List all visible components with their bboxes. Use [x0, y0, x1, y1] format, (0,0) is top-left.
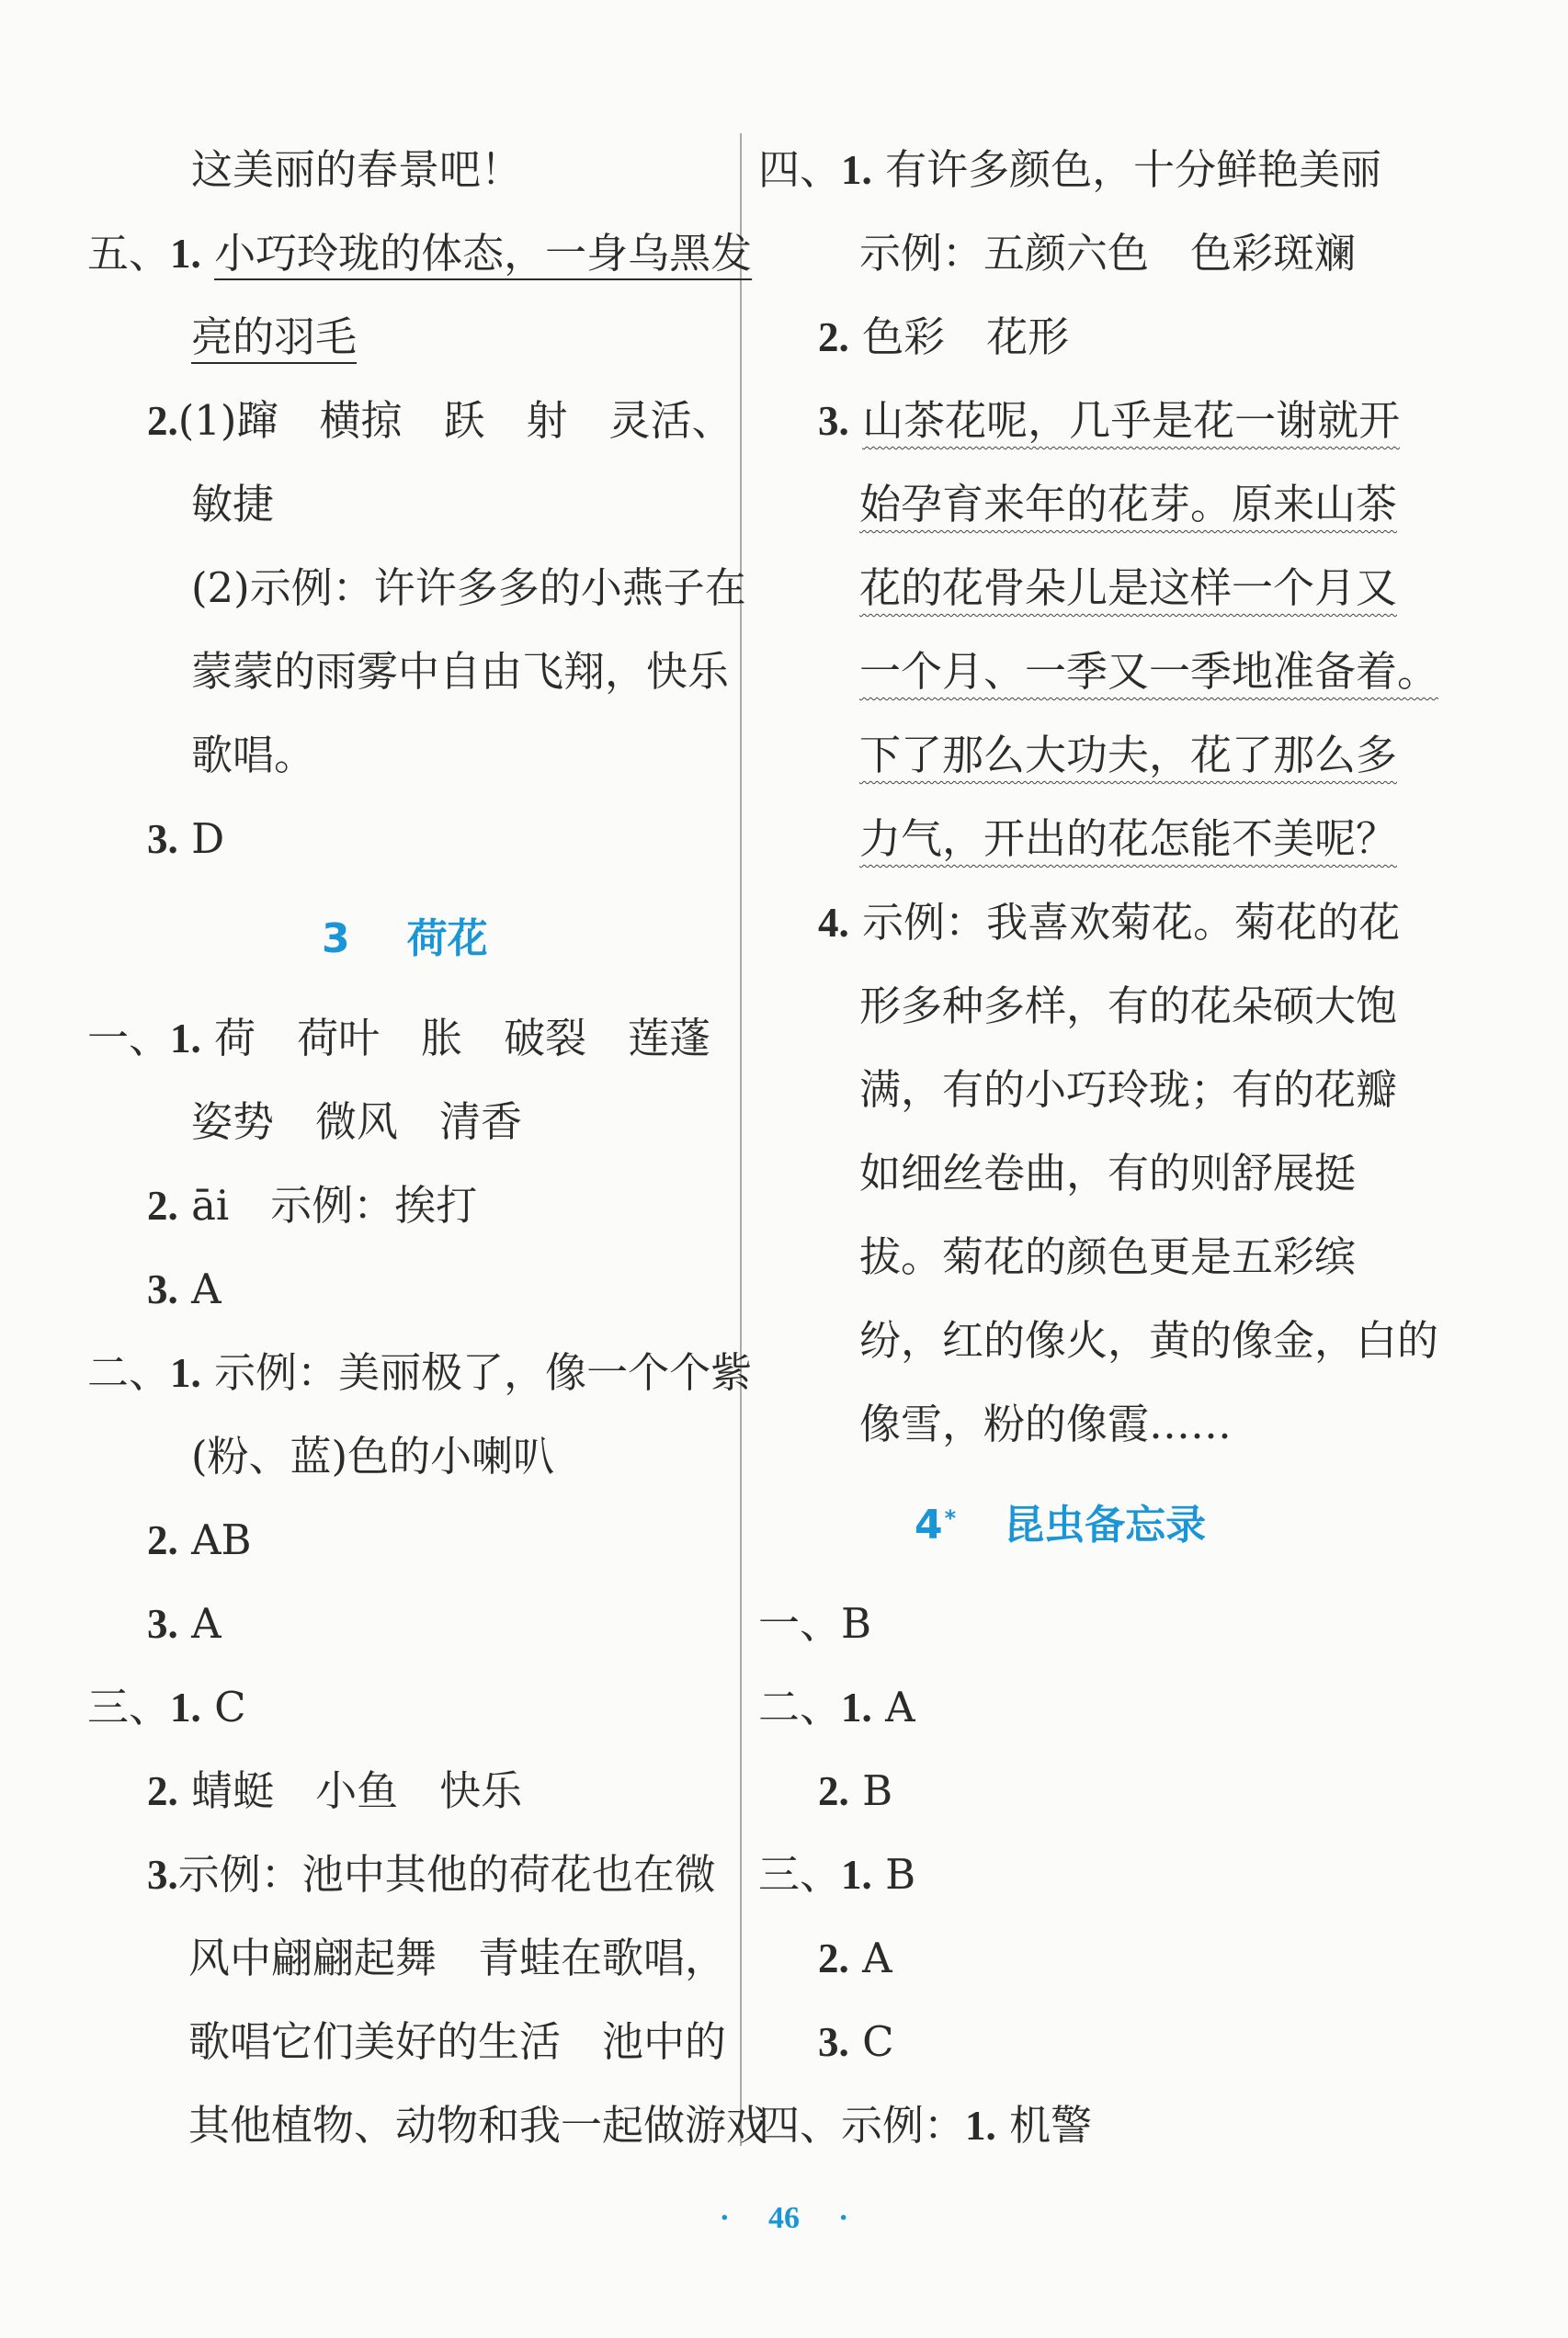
text-line	[859, 1225, 1356, 1289]
question-5-3	[147, 807, 224, 871]
text-line	[859, 1141, 1356, 1206]
answer-text: 蒙蒙的雨雾中自由飞翔，快乐	[191, 647, 730, 696]
question-1-1	[87, 1006, 710, 1071]
answer-text: 小巧玲珑的体态，一身乌黑发	[214, 229, 753, 278]
text-line	[191, 472, 274, 537]
text-line	[859, 1392, 1232, 1457]
answer-text: 姿势 微风 清香	[191, 1097, 523, 1146]
item-number: 2.	[147, 1183, 178, 1229]
answer-text: 示例：池中其他的荷花也在微	[177, 1850, 716, 1899]
item-number: 2.	[147, 1768, 178, 1814]
item-number: 1.	[841, 1685, 872, 1731]
question-1-3	[147, 1257, 222, 1322]
section-label: 四、	[758, 2101, 842, 2150]
section-label: 一、	[87, 1014, 171, 1062]
item-number: 3.	[147, 1852, 178, 1898]
answer-text: 示例：五颜六色 色彩斑斓	[859, 229, 1357, 278]
answer-text: 拔。菊花的颜色更是五彩缤	[859, 1232, 1357, 1281]
answer-text: A	[862, 1934, 892, 1982]
question-1	[758, 1592, 871, 1656]
item-number: 1.	[965, 2103, 996, 2149]
section-label: 五、	[87, 229, 171, 278]
answer-text: A	[885, 1683, 915, 1731]
text-line	[859, 1309, 1438, 1373]
item-number: 1.	[170, 1685, 201, 1731]
text-line	[191, 1090, 522, 1154]
text-line	[859, 974, 1397, 1038]
answer-text: 荷 荷叶 胀 破裂 莲蓬	[214, 1014, 711, 1062]
text-line	[859, 807, 1397, 871]
optional-star: *	[944, 1505, 957, 1531]
answer-text: C	[214, 1683, 246, 1731]
answer-text: 敏捷	[191, 480, 275, 528]
answer-text: 像雪，粉的像霞……	[859, 1400, 1233, 1448]
page-number: 46	[768, 2201, 800, 2235]
question-2-3	[147, 1592, 222, 1656]
item-number: 3.	[147, 816, 178, 862]
answer-text: āi 示例：挨打	[191, 1181, 478, 1230]
item-number: 4.	[818, 900, 849, 946]
answer-text: 纷，红的像火，黄的像金，白的	[859, 1316, 1439, 1365]
text-line	[191, 1424, 554, 1489]
item-number: 2.	[818, 1768, 849, 1814]
text-line	[191, 138, 522, 202]
question-2-1	[87, 1341, 752, 1405]
answer-text: 始孕育来年的花芽。原来山茶	[859, 480, 1398, 528]
item-number: 2.	[147, 1517, 178, 1563]
text-line	[188, 2094, 767, 2158]
text-line	[859, 221, 1356, 286]
item-number: 3.	[818, 398, 849, 444]
question-4-2	[818, 305, 1069, 369]
answer-text: B	[841, 1599, 872, 1648]
question-3-2	[147, 1759, 522, 1823]
question-3-1	[87, 1675, 246, 1740]
answer-text: A	[191, 1599, 222, 1648]
lesson-heading	[322, 902, 488, 976]
text-line	[191, 556, 746, 620]
column-divider	[740, 133, 742, 2146]
answer-text: AB	[191, 1515, 252, 1564]
lesson-number: 4	[915, 1502, 943, 1549]
answer-text: 色彩 花形	[862, 312, 1070, 361]
question-3-1	[758, 1843, 915, 1907]
answer-text: 歌唱。	[191, 731, 316, 779]
item-number: 1.	[841, 147, 872, 193]
question-5-2	[147, 389, 733, 453]
answer-text: 示例：我喜欢菊花。菊花的花	[862, 898, 1401, 947]
answer-text: C	[862, 2017, 894, 2066]
text-line	[859, 472, 1397, 537]
footer-dot: ·	[838, 2201, 849, 2235]
answer-text: 风中翩翩起舞 青蛙在歌唱，	[188, 1934, 727, 1982]
answer-text: B	[862, 1766, 893, 1815]
answer-text: 花的花骨朵儿是这样一个月又	[859, 563, 1398, 612]
answer-text: 山茶花呢，几乎是花一谢就开	[862, 396, 1401, 445]
answer-text: 示例：	[841, 2101, 966, 2150]
item-number: 2.	[818, 314, 849, 360]
answer-text: (2)示例：许许多多的小燕子在	[191, 563, 746, 612]
answer-text: 蜻蜓 小鱼 快乐	[191, 1766, 523, 1815]
section-label: 一、	[758, 1599, 842, 1648]
lesson-number: 3	[322, 915, 350, 962]
item-number: 1.	[170, 1016, 201, 1061]
section-label: 三、	[758, 1850, 842, 1899]
section-label: 二、	[87, 1348, 171, 1397]
item-number: 2.	[818, 1935, 849, 1981]
item-number: 3.	[147, 1601, 178, 1647]
section-label: 三、	[87, 1683, 171, 1731]
text-line	[191, 723, 315, 788]
lesson-heading	[915, 1489, 1206, 1562]
question-3-3	[818, 2010, 894, 2074]
lesson-title: 昆虫备忘录	[1004, 1502, 1207, 1549]
text-line	[188, 2010, 726, 2074]
question-3-3	[147, 1843, 716, 1907]
text-line	[191, 305, 357, 369]
text-line	[191, 640, 729, 704]
answer-text: 示例：美丽极了，像一个个紫	[214, 1348, 753, 1397]
footer-dot: ·	[719, 2201, 730, 2235]
lesson-title: 荷花	[406, 915, 488, 962]
answer-text: D	[191, 814, 225, 863]
question-4-1	[758, 138, 1381, 202]
text-line	[188, 1926, 726, 1991]
answer-text: 满，有的小巧玲珑；有的花瓣	[859, 1065, 1398, 1114]
text-line	[859, 1058, 1397, 1122]
line-text: 这美丽的春景吧！	[191, 145, 523, 194]
section-label: 二、	[758, 1683, 842, 1731]
text-line	[859, 640, 1438, 704]
question-4-3	[818, 389, 1400, 453]
question-2-2	[147, 1508, 252, 1572]
answer-text: 下了那么大功夫，花了那么多	[859, 731, 1398, 779]
answer-text: 一个月、一季又一季地准备着。	[859, 647, 1439, 696]
question-2-1	[758, 1675, 915, 1740]
text-line	[859, 556, 1397, 620]
answer-text: 形多种多样，有的花朵硕大饱	[859, 982, 1398, 1030]
question-4-1	[758, 2094, 1092, 2158]
answer-text: 歌唱它们美好的生活 池中的	[188, 2017, 727, 2066]
answer-text: 其他植物、动物和我一起做游戏	[188, 2101, 768, 2150]
answer-text: 亮的羽毛	[191, 312, 358, 361]
item-number: 1.	[841, 1852, 872, 1898]
question-4-4	[818, 891, 1400, 955]
answer-text: 力气，开出的花怎能不美呢？	[859, 814, 1398, 863]
question-5-1	[87, 221, 752, 286]
question-2-2	[818, 1759, 892, 1823]
answer-text: 如细丝卷曲，有的则舒展挺	[859, 1149, 1357, 1197]
question-1-2	[147, 1174, 477, 1238]
item-number: 3.	[147, 1266, 178, 1312]
answer-text: 有许多颜色，十分鲜艳美丽	[885, 145, 1382, 194]
answer-text: (1)蹿 横掠 跃 射 灵活、	[177, 396, 733, 445]
answer-text: B	[885, 1850, 916, 1899]
section-label: 四、	[758, 145, 842, 194]
question-3-2	[818, 1926, 892, 1991]
item-number: 1.	[170, 1350, 201, 1396]
answer-text: A	[191, 1265, 222, 1313]
text-line	[859, 723, 1397, 788]
answer-text: (粉、蓝)色的小喇叭	[191, 1432, 555, 1481]
answer-text: 机警	[1009, 2101, 1093, 2150]
item-number: 2.	[147, 398, 178, 444]
item-number: 1.	[170, 231, 201, 277]
page-footer	[0, 2201, 1568, 2236]
item-number: 3.	[818, 2019, 849, 2065]
